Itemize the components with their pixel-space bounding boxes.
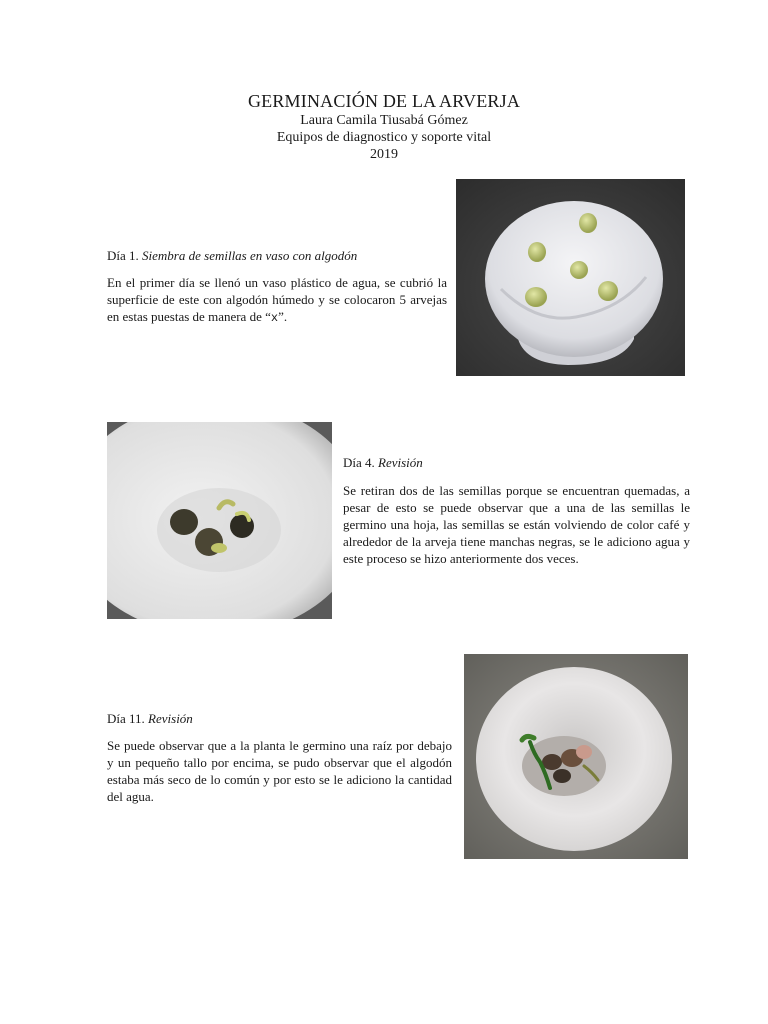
day-1-number: Día 1. xyxy=(107,248,139,263)
day-4-subtitle: Revisión xyxy=(378,455,423,470)
day-11-number: Día 11. xyxy=(107,711,145,726)
day-1-label xyxy=(107,248,357,264)
day-1-photo xyxy=(456,179,685,376)
day-1-description: En el primer día se llenó un vaso plástico de agua, se cubrió la superficie de este con algodón húmedo y se colocaron 5 arvejas en estas puestas de manera de “x”. xyxy=(107,275,447,325)
day-11-description: Se puede observar que a la planta le germino una raíz por debajo y un pequeño tallo por encima, se pudo observar que el algodón estaba más seco de lo común y por esto se le adiciono la cantidad del agua. xyxy=(107,738,452,804)
author-name: Laura Camila Tiusabá Gómez xyxy=(300,113,468,128)
day-11-label xyxy=(107,711,193,727)
day-11-subtitle: Revisión xyxy=(148,711,193,726)
day-4-number: Día 4. xyxy=(343,455,375,470)
document-year: 2019 xyxy=(370,147,398,162)
course-name: Equipos de diagnostico y soporte vital xyxy=(276,130,492,145)
document-title: GERMINACIÓN DE LA ARVERJA xyxy=(247,91,521,111)
day-4-photo xyxy=(107,422,332,619)
day-4-label xyxy=(343,455,423,471)
day-1-subtitle: Siembra de semillas en vaso con algodón xyxy=(142,248,358,263)
day-4-description: Se retiran dos de las semillas porque se encuentran quemadas, a pesar de esto se puede observar que a una de las semillas le germino una hoja, las semillas se están volviendo de color café y alrededor de la arveja tiene manchas negras, se le adiciono agua y este proceso se hizo anteriormente dos veces. xyxy=(343,483,690,566)
document-header xyxy=(0,90,768,163)
x-letter: x xyxy=(270,311,279,325)
day-11-photo xyxy=(464,654,688,859)
